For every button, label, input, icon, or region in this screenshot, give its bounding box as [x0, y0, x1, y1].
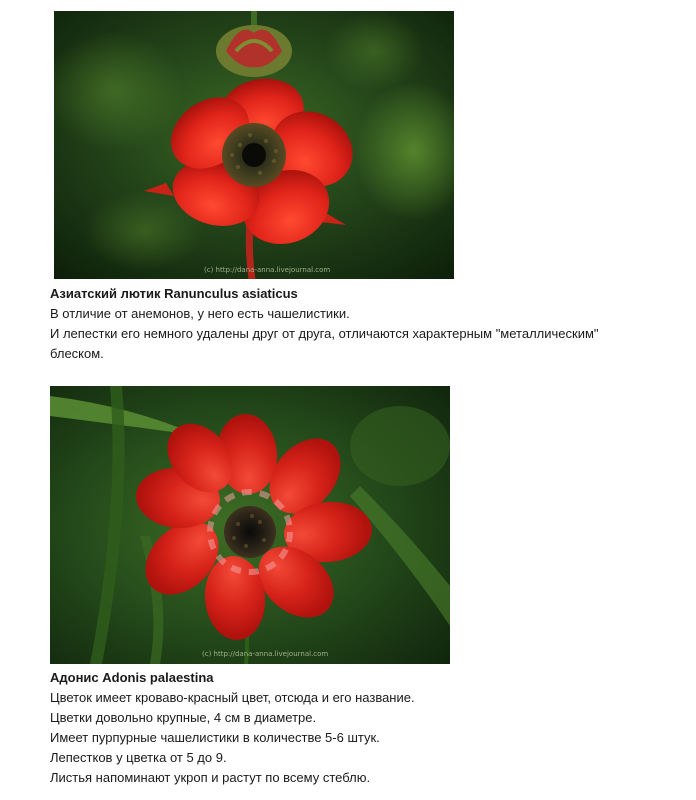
adonis-line-3: Имеет пурпурные чашелистики в количестве 5-6 штук. — [50, 730, 380, 745]
ranunculus-line-3: блеском. — [50, 346, 104, 361]
adonis-photo — [50, 386, 450, 664]
ranunculus-watermark: (c) http://dana-anna.livejournal.com — [204, 266, 331, 274]
adonis-watermark: (c) http://dana-anna.livejournal.com — [202, 650, 329, 658]
adonis-line-2: Цветки довольно крупные, 4 см в диаметре. — [50, 710, 317, 725]
ranunculus-title: Азиатский лютик Ranunculus asiaticus — [50, 286, 298, 301]
ranunculus-image — [54, 11, 454, 279]
adonis-line-4: Лепестков у цветка от 5 до 9. — [50, 750, 227, 765]
adonis-description — [50, 668, 680, 788]
adonis-image — [50, 386, 450, 664]
ranunculus-description — [50, 284, 680, 364]
adonis-line-1: Цветок имеет кроваво-красный цвет, отсюда и его название. — [50, 690, 415, 705]
ranunculus-line-2: И лепестки его немного удалены друг от друга, отличаются характерным "металлическим" — [50, 326, 599, 341]
ranunculus-line-1: В отличие от анемонов, у него есть чашелистики. — [50, 306, 350, 321]
adonis-title: Адонис Adonis palaestina — [50, 670, 214, 685]
adonis-line-5: Листья напоминают укроп и растут по всему стеблю. — [50, 770, 371, 785]
ranunculus-photo — [54, 11, 454, 279]
